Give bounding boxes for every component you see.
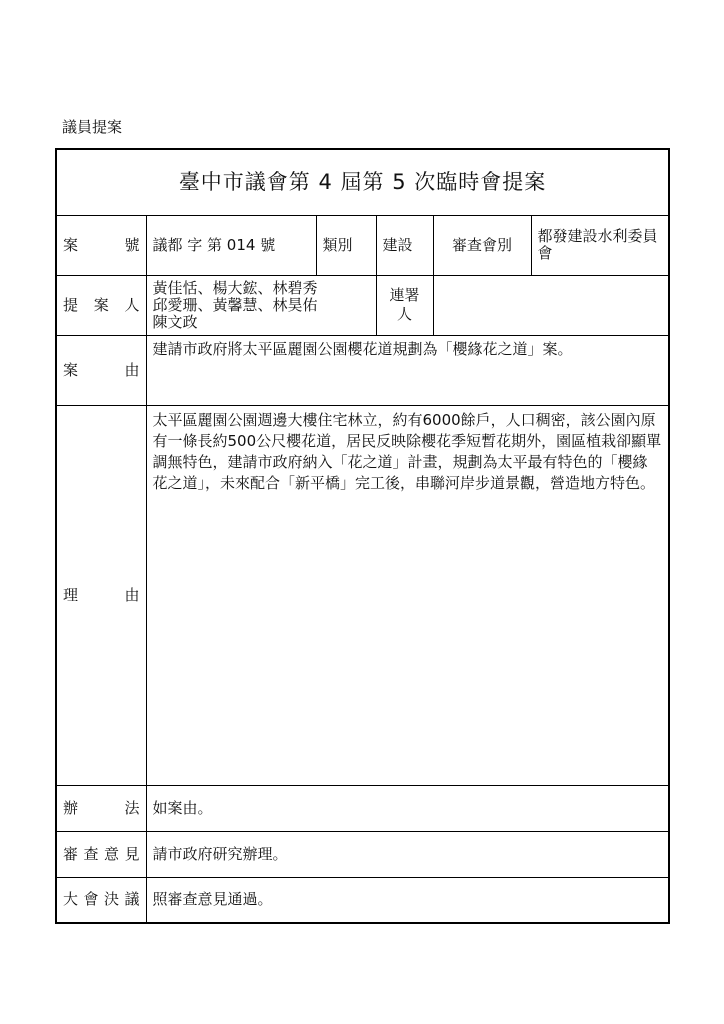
method-text: 如案由。: [146, 785, 669, 831]
cause-text: 建請市政府將太平區麗園公園櫻花道規劃為「櫻緣花之道」案。: [146, 335, 669, 405]
cosigner-value: [433, 275, 669, 335]
proposer-name-line: 陳文政: [152, 312, 198, 331]
review-label: 審 查 意 見: [56, 831, 146, 877]
committee-value: 都發建設水利委員會: [531, 215, 669, 275]
proposer-name-line: 黃佳恬、楊大鋐、林碧秀: [152, 278, 318, 297]
document-label: 議員提案: [62, 118, 123, 136]
cause-label: 案 由: [56, 335, 146, 405]
category-value: 建設: [376, 215, 433, 275]
method-label: 辦 法: [56, 785, 146, 831]
case-number-label: 案 號: [56, 215, 146, 275]
category-label: 類別: [316, 215, 376, 275]
proposer-name-line: 邱愛珊、黃馨慧、林昊佑: [152, 295, 318, 314]
reason-text: 太平區麗園公園週邊大樓住宅林立，約有6000餘戶，人口稠密，該公園內原有一條長約500公尺櫻花道，居民反映除櫻花季短暫花期外，園區植栽卻顯單調無特色，建請市政府納入「花之道」計畫，規劃為太平最有特色的「櫻緣花之道」，未來配合「新平橋」完工後，串聯河岸步道景觀，營造地方特色。: [146, 405, 669, 785]
review-text: 請市政府研究辦理。: [146, 831, 669, 877]
proposer-names: [146, 275, 376, 335]
cosigner-label: 連署人: [376, 275, 433, 335]
reason-label: 理 由: [56, 405, 146, 785]
resolution-label: 大 會 決 議: [56, 877, 146, 923]
case-number-value: 議都 字 第 014 號: [146, 215, 316, 275]
proposal-form-table: [55, 148, 670, 924]
resolution-text: 照審查意見通過。: [146, 877, 669, 923]
committee-label: 審查會別: [433, 215, 531, 275]
form-title: 臺中市議會第 4 屆第 5 次臨時會提案: [56, 149, 669, 215]
proposer-label: 提 案 人: [56, 275, 146, 335]
